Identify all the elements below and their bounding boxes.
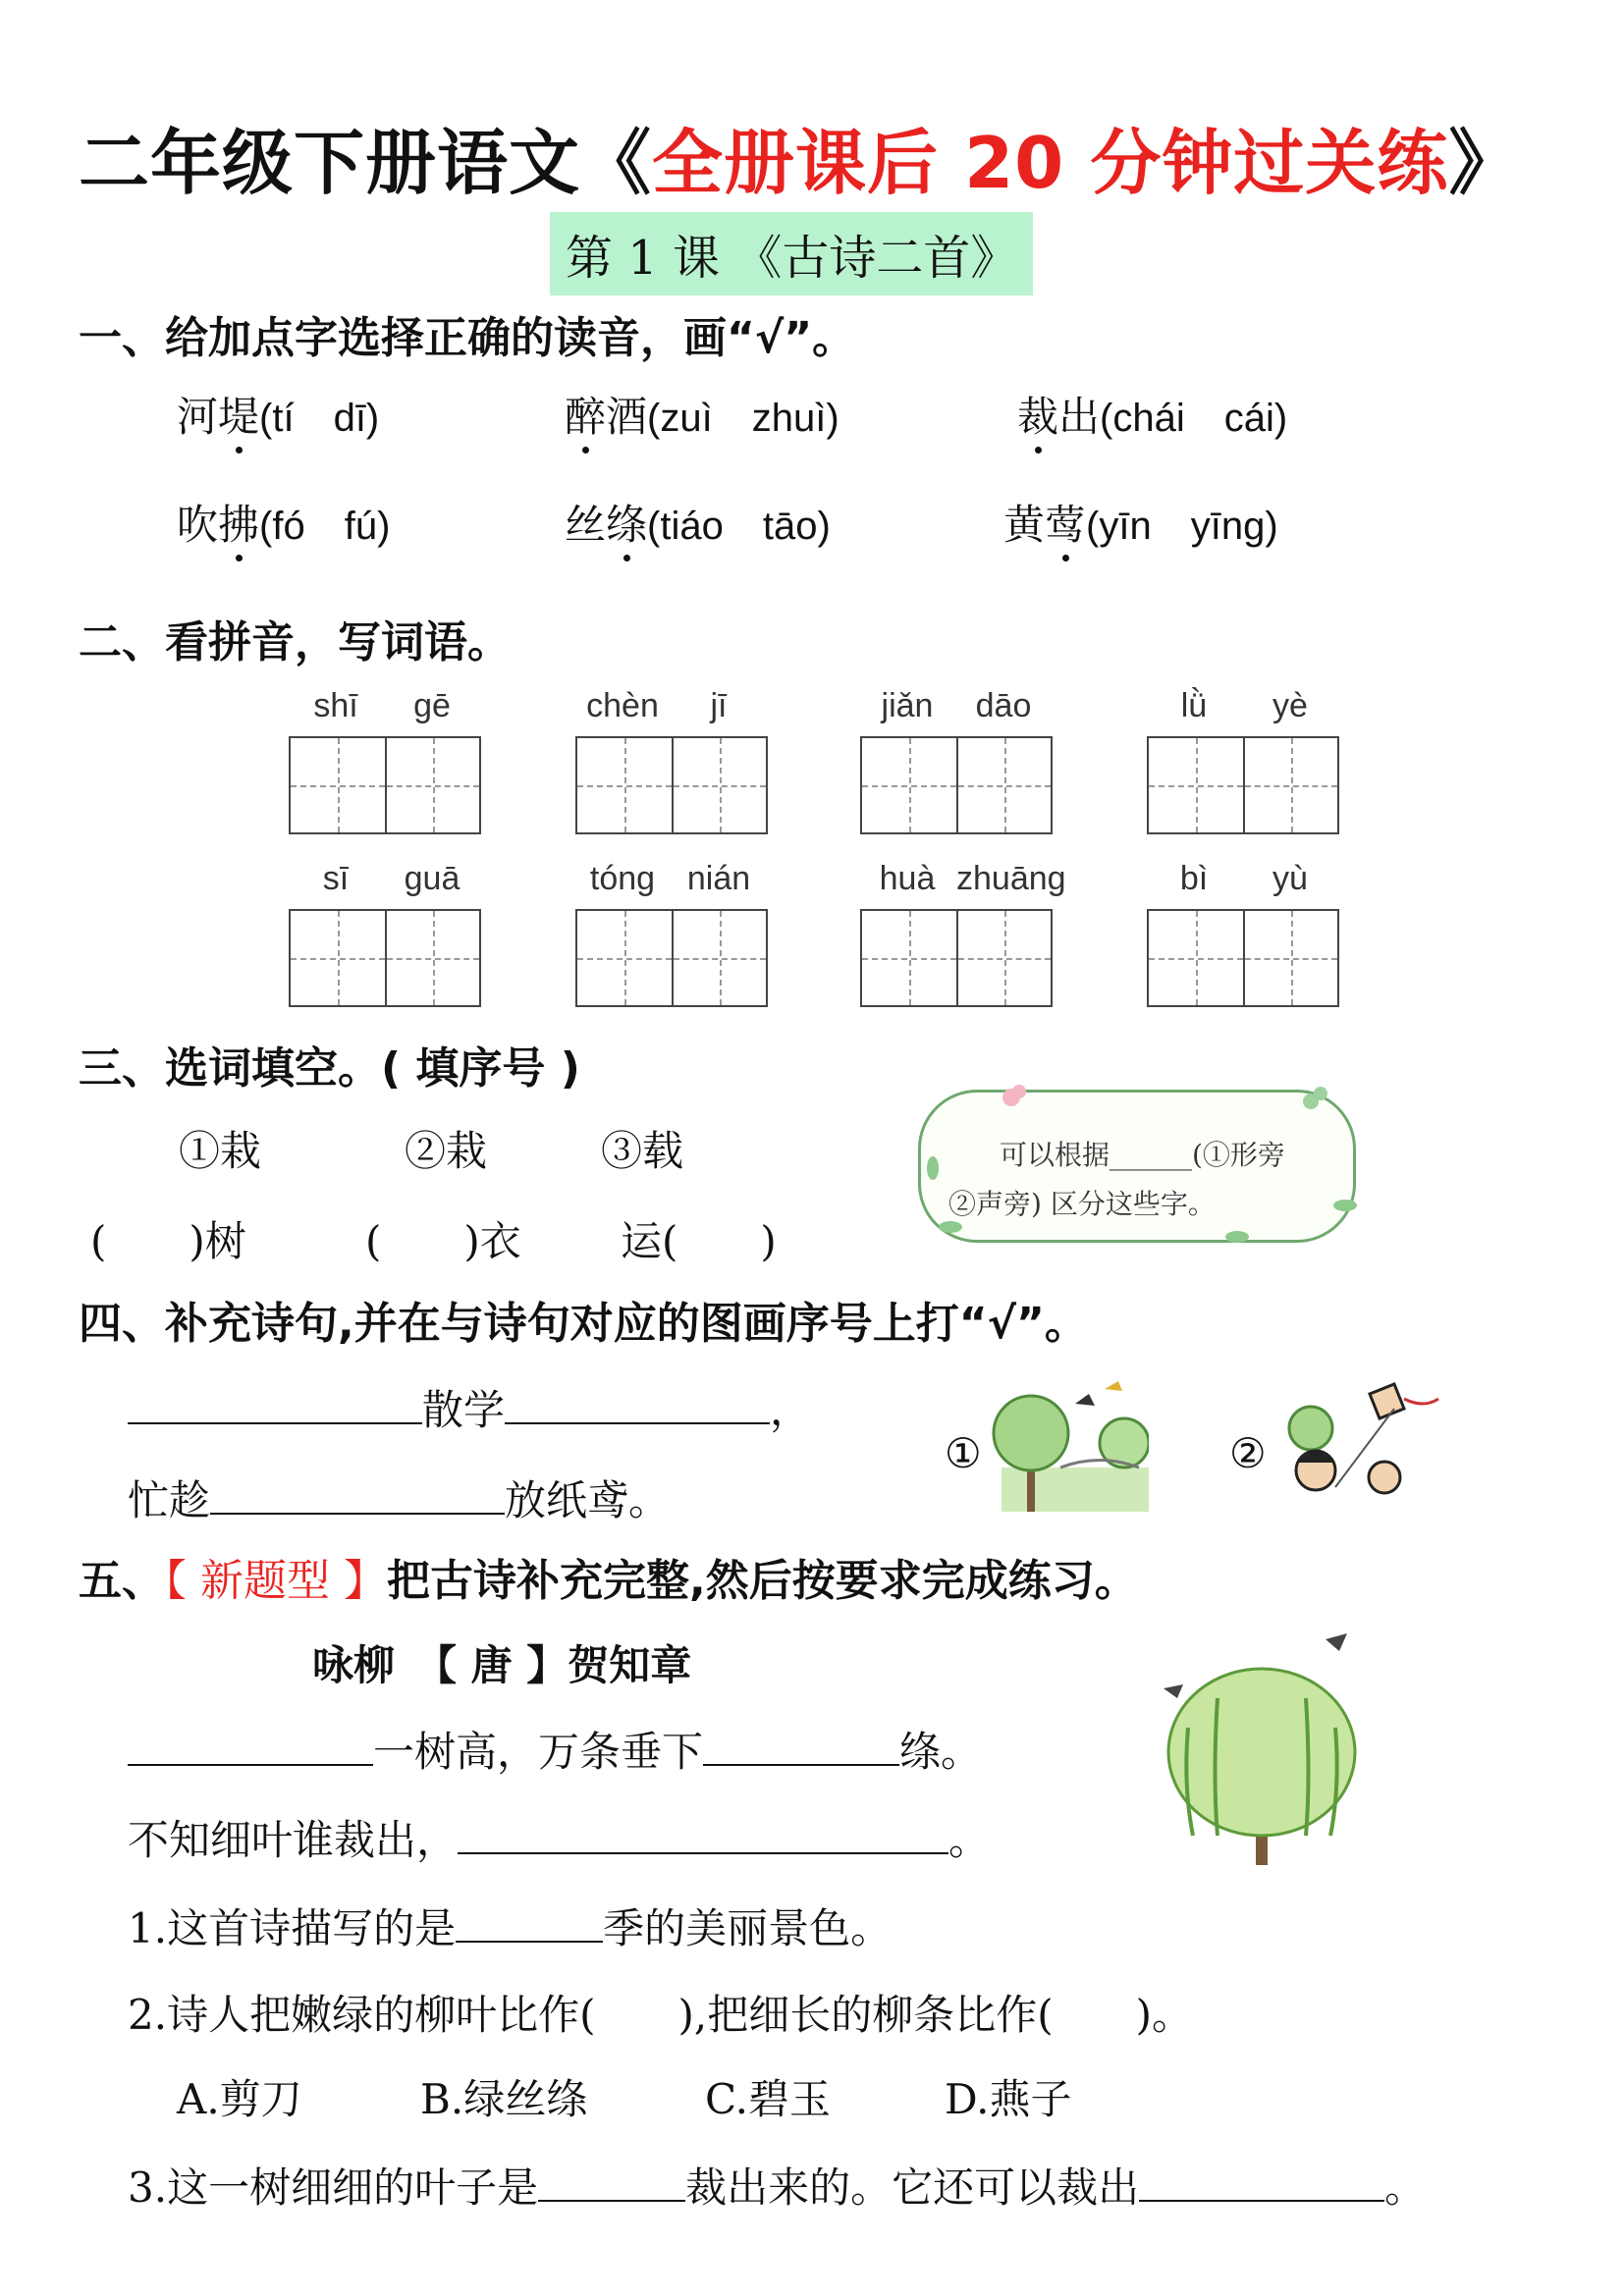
page-title: 二年级下册语文《全册课后 20 分钟过关练》 bbox=[79, 122, 1521, 204]
writing-box[interactable] bbox=[1147, 909, 1339, 1007]
tian-grid-cell[interactable] bbox=[577, 911, 672, 1005]
answer-blank[interactable] bbox=[505, 1385, 770, 1424]
picture-2-label[interactable]: ② bbox=[1229, 1429, 1267, 1477]
pinyin-syllable: sī bbox=[322, 860, 350, 897]
pinyin-options[interactable]: (chái cái) bbox=[1100, 397, 1288, 440]
answer-blank[interactable] bbox=[210, 1475, 505, 1515]
pinyin-syllable: gē bbox=[413, 687, 451, 724]
word-text: 黄 bbox=[1003, 501, 1046, 549]
section-5-heading: 五、【 新题型 】把古诗补充完整,然后按要求完成练习。 bbox=[79, 1556, 1138, 1606]
dotted-character: 莺 bbox=[1045, 493, 1086, 552]
poem-verse-1: 一树高，万条垂下 绦。 bbox=[128, 1720, 982, 1779]
answer-blank[interactable] bbox=[128, 1385, 422, 1424]
writing-box[interactable] bbox=[289, 736, 481, 834]
option-3: ③载 bbox=[601, 1127, 684, 1175]
tian-grid-cell[interactable] bbox=[956, 911, 1051, 1005]
question-1: 1.这首诗描写的是 季的美丽景色。 bbox=[128, 1904, 893, 1952]
tian-grid-cell[interactable] bbox=[1149, 911, 1243, 1005]
pinyin-syllable: nián bbox=[686, 860, 751, 897]
tian-grid-cell[interactable] bbox=[862, 911, 956, 1005]
writing-box[interactable] bbox=[575, 736, 768, 834]
dotted-character: 醉 bbox=[565, 385, 606, 444]
pinyin-syllable: chèn bbox=[586, 687, 659, 724]
kite-children-picture bbox=[1276, 1374, 1443, 1522]
poem-line-2: 忙趁 放纸鸢。 bbox=[128, 1476, 671, 1524]
pinyin-syllable: bì bbox=[1179, 860, 1209, 897]
tian-grid-cell[interactable] bbox=[577, 738, 672, 832]
question-2: 2.诗人把嫩绿的柳叶比作( ),把细长的柳条比作( )。 bbox=[128, 1991, 1193, 2039]
dotted-character: 堤 bbox=[218, 385, 259, 444]
tian-grid-cell[interactable] bbox=[1149, 738, 1243, 832]
pinyin-syllable: jiǎn bbox=[881, 687, 934, 724]
word-text: 吹 bbox=[177, 501, 219, 549]
pinyin-syllable: zhuāng bbox=[956, 860, 1066, 897]
pinyin-syllable: tóng bbox=[589, 860, 656, 897]
section-3-heading: 三、选词填空。( 填序号 ) bbox=[79, 1043, 580, 1094]
answer-blank[interactable] bbox=[128, 1727, 373, 1766]
tip-line-2: ②声旁) 区分这些字。 bbox=[948, 1188, 1216, 1220]
reading-item[interactable] bbox=[1017, 385, 1287, 444]
reading-item[interactable] bbox=[1003, 493, 1278, 552]
writing-box[interactable] bbox=[860, 909, 1053, 1007]
tian-grid-cell[interactable] bbox=[385, 911, 479, 1005]
leaf-decoration bbox=[913, 1080, 1365, 1247]
dotted-character: 绦 bbox=[606, 493, 647, 552]
tian-grid-cell[interactable] bbox=[1243, 911, 1337, 1005]
option-1: ①栽 bbox=[179, 1127, 262, 1175]
tian-grid-cell[interactable] bbox=[291, 738, 385, 832]
dotted-character: 拂 bbox=[218, 493, 259, 552]
poem-title: 咏柳 【 唐 】贺知章 bbox=[312, 1641, 692, 1689]
writing-box[interactable] bbox=[1147, 736, 1339, 834]
word-text: 酒 bbox=[606, 393, 648, 441]
writing-box[interactable] bbox=[575, 909, 768, 1007]
lesson-title: 第 1 课 《古诗二首》 bbox=[550, 212, 1033, 295]
tian-grid-cell[interactable] bbox=[672, 911, 766, 1005]
tip-line-1: 可以根据______(①形旁 bbox=[1000, 1139, 1285, 1171]
pinyin-options[interactable]: (fó fú) bbox=[259, 505, 391, 548]
pinyin-syllable: shī bbox=[313, 687, 358, 724]
answer-blank[interactable] bbox=[456, 1903, 603, 1943]
pinyin-syllable: guā bbox=[404, 860, 460, 897]
poem-verse-2: 不知细叶谁裁出， 。 bbox=[128, 1816, 991, 1864]
tian-grid-cell[interactable] bbox=[385, 738, 479, 832]
park-picture bbox=[992, 1374, 1149, 1522]
pinyin-options[interactable]: (tiáo tāo) bbox=[647, 505, 831, 548]
word-text: 出 bbox=[1058, 393, 1101, 441]
tian-grid-cell[interactable] bbox=[862, 738, 956, 832]
pinyin-syllable: dāo bbox=[975, 687, 1032, 724]
writing-box[interactable] bbox=[289, 909, 481, 1007]
answer-blank[interactable] bbox=[538, 2163, 685, 2202]
tian-grid-cell[interactable] bbox=[672, 738, 766, 832]
dotted-character: 裁 bbox=[1017, 385, 1058, 444]
section-1-heading: 一、给加点字选择正确的读音，画“√”。 bbox=[79, 313, 856, 363]
option-2: ②栽 bbox=[405, 1127, 488, 1175]
choice-a[interactable]: A.剪刀 bbox=[177, 2075, 302, 2123]
pinyin-options[interactable]: (yīn yīng) bbox=[1086, 505, 1278, 548]
tian-grid-cell[interactable] bbox=[956, 738, 1051, 832]
reading-item[interactable] bbox=[177, 385, 379, 444]
pinyin-syllable: lǜ bbox=[1180, 687, 1208, 724]
choice-c[interactable]: C.碧玉 bbox=[705, 2075, 831, 2123]
word-text: 河 bbox=[177, 393, 219, 441]
question-3: 3.这一树细细的叶子是 裁出来的。它还可以裁出 。 bbox=[128, 2163, 1427, 2212]
section-2-heading: 二、看拼音，写词语。 bbox=[79, 617, 511, 667]
pinyin-options[interactable]: (tí dī) bbox=[259, 397, 380, 440]
reading-item[interactable] bbox=[565, 493, 831, 552]
section-4-heading: 四、补充诗句,并在与诗句对应的图画序号上打“√”。 bbox=[79, 1299, 1088, 1349]
writing-box[interactable] bbox=[860, 736, 1053, 834]
reading-item[interactable] bbox=[565, 385, 839, 444]
answer-blank[interactable] bbox=[1139, 2163, 1384, 2202]
willow-tree-picture bbox=[1149, 1629, 1375, 1875]
pinyin-syllable: huà bbox=[879, 860, 936, 897]
answer-blank[interactable] bbox=[703, 1727, 899, 1766]
pinyin-syllable: yè bbox=[1272, 687, 1308, 724]
poem-line-1: 散学 ， bbox=[128, 1378, 811, 1437]
picture-1-label[interactable]: ① bbox=[945, 1429, 982, 1477]
word-text: 丝 bbox=[565, 501, 607, 549]
reading-item[interactable] bbox=[177, 493, 390, 552]
fill-blank-1[interactable]: ( )树 bbox=[90, 1217, 246, 1265]
tian-grid-cell[interactable] bbox=[291, 911, 385, 1005]
fill-blank-2[interactable]: ( )衣 bbox=[365, 1217, 521, 1265]
pinyin-options[interactable]: (zuì zhuì) bbox=[647, 397, 839, 440]
pinyin-syllable: yù bbox=[1272, 860, 1308, 897]
fill-blank-3[interactable]: 运( ) bbox=[621, 1217, 777, 1265]
choice-b[interactable]: B.绿丝绦 bbox=[420, 2075, 588, 2123]
choice-d[interactable]: D.燕子 bbox=[945, 2075, 1072, 2123]
pinyin-syllable: jī bbox=[710, 687, 728, 724]
tian-grid-cell[interactable] bbox=[1243, 738, 1337, 832]
answer-blank[interactable] bbox=[458, 1815, 948, 1854]
